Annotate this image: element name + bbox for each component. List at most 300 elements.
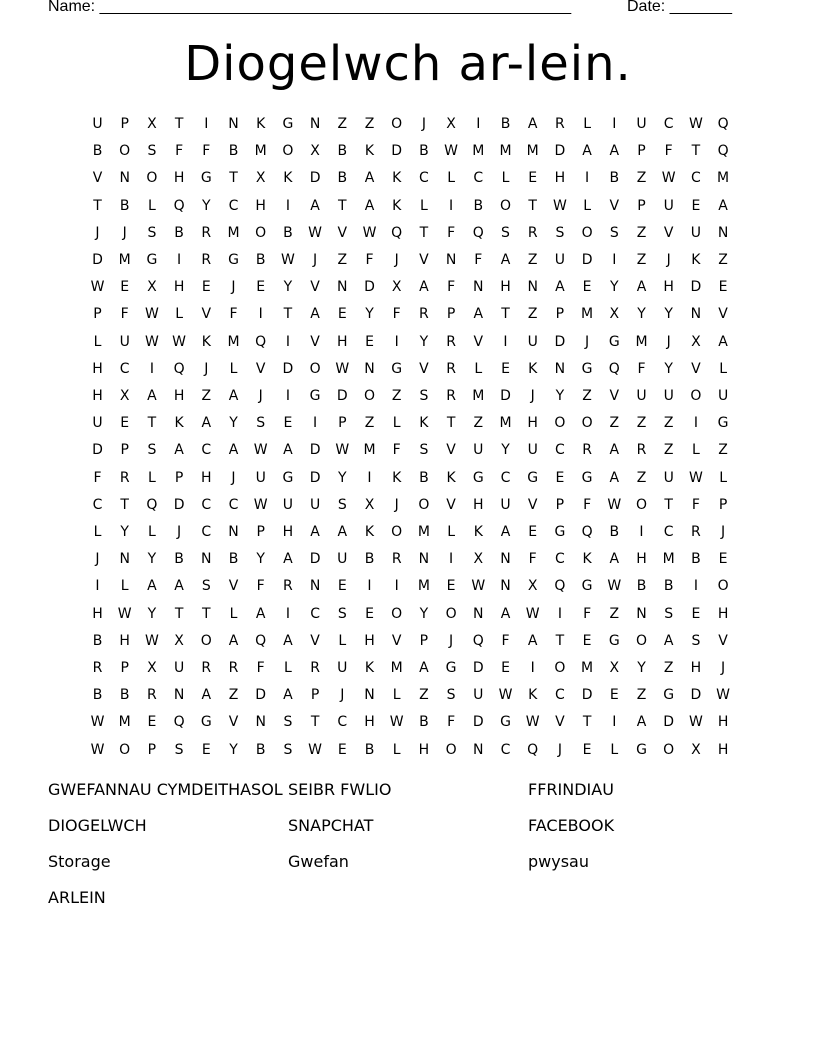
grid-letter: R [391, 551, 402, 568]
grid-letter: F [202, 143, 211, 160]
grid-letter: Y [501, 442, 510, 459]
grid-letter: B [473, 197, 484, 214]
grid-letter: E [691, 605, 701, 622]
grid-letter: K [201, 333, 211, 350]
grid-letter: S [555, 224, 565, 241]
grid-letter: M [472, 143, 485, 160]
grid-letter: G [200, 714, 212, 731]
grid-letter: M [118, 252, 131, 268]
grid-letter: H [92, 605, 103, 622]
grid-letter: F [664, 143, 673, 160]
grid-letter: B [92, 143, 103, 160]
grid-letter: O [255, 224, 267, 241]
grid-letter: B [228, 143, 239, 160]
grid-letter: I [394, 578, 399, 595]
grid-letter: R [119, 469, 130, 486]
grid-letter: Q [173, 197, 185, 214]
grid-letter: Z [718, 442, 728, 459]
grid-letter: O [690, 388, 702, 404]
grid-letter: W [498, 687, 513, 704]
grid-letter: Y [419, 333, 429, 350]
grid-letter: O [445, 741, 457, 758]
grid-letter: S [283, 714, 293, 731]
grid-letter: U [717, 388, 729, 404]
grid-letter: I [204, 116, 209, 132]
grid-letter: A [500, 605, 511, 622]
grid-letter: E [528, 170, 538, 187]
grid-letter: I [449, 551, 454, 568]
grid-letter: W [144, 632, 159, 649]
grid-letter: N [119, 170, 130, 187]
grid-letter: U [636, 388, 647, 404]
grid-letter: N [418, 551, 430, 568]
grid-letter: I [639, 524, 644, 540]
grid-letter: Q [173, 360, 185, 377]
grid-letter: Y [256, 551, 265, 568]
grid-letter: X [310, 143, 320, 160]
grid-letter: V [310, 632, 320, 649]
grid-letter: A [609, 442, 620, 459]
grid-letter: C [92, 496, 103, 513]
grid-letter: D [690, 279, 702, 296]
grid-letter: P [93, 306, 102, 323]
grid-letter: Q [173, 714, 185, 731]
grid-letter: M [254, 143, 267, 160]
grid-letter: R [555, 116, 565, 132]
grid-letter: R [283, 578, 293, 595]
grid-letter: N [690, 306, 702, 323]
grid-letter: Q [146, 496, 158, 513]
grid-letter: C [500, 741, 511, 758]
grid-letter: T [229, 170, 238, 187]
grid-letter: Q [472, 224, 484, 241]
grid-letter: V [419, 360, 429, 377]
grid-letter: Y [202, 197, 211, 214]
grid-letter: A [364, 197, 375, 214]
grid-letter: S [501, 224, 510, 241]
grid-letter: O [499, 197, 512, 214]
grid-letter: L [283, 660, 292, 676]
word-list-item: ARLEIN [48, 888, 106, 907]
grid-letter: J [204, 360, 209, 377]
grid-letter: P [446, 306, 456, 323]
grid-letter: H [717, 741, 729, 758]
grid-letter: N [500, 551, 511, 568]
grid-letter: W [335, 360, 350, 377]
grid-letter: N [228, 524, 239, 540]
grid-letter: G [717, 415, 729, 432]
grid-letter: O [363, 388, 376, 404]
grid-letter: J [340, 687, 345, 704]
grid-letter: E [528, 524, 538, 540]
grid-letter: U [473, 442, 484, 459]
word-list-item: Gwefan [288, 852, 349, 871]
grid-letter: U [663, 469, 674, 486]
grid-letter: N [527, 279, 538, 296]
grid-letter: H [500, 279, 511, 296]
grid-letter: O [635, 496, 648, 513]
grid-letter: L [447, 524, 455, 540]
grid-letter: I [313, 415, 318, 432]
grid-letter: I [95, 578, 100, 595]
grid-letter: O [418, 496, 430, 513]
grid-letter: A [718, 333, 728, 350]
grid-letter: W [90, 279, 105, 296]
grid-letter: O [554, 415, 566, 432]
grid-letter: E [501, 360, 510, 377]
grid-letter: X [174, 632, 184, 649]
grid-letter: U [663, 197, 674, 214]
grid-letter: I [149, 360, 154, 377]
grid-letter: Z [636, 687, 647, 704]
grid-letter: P [338, 415, 347, 432]
grid-letter: B [228, 551, 239, 568]
grid-letter: C [691, 170, 701, 187]
grid-letter: J [666, 333, 671, 350]
grid-letter: E [365, 333, 374, 350]
grid-letter: G [581, 469, 593, 486]
grid-letter: V [555, 714, 565, 731]
grid-letter: N [119, 551, 130, 568]
grid-letter: D [690, 687, 702, 704]
grid-letter: H [173, 170, 185, 187]
grid-letter: C [663, 116, 674, 132]
grid-letter: V [201, 306, 212, 323]
grid-letter: M [499, 415, 512, 432]
grid-letter: R [636, 442, 647, 459]
grid-letter: N [554, 360, 566, 377]
grid-letter: V [473, 333, 484, 350]
grid-letter: J [421, 116, 426, 132]
grid-letter: G [663, 687, 675, 704]
grid-letter: W [688, 116, 703, 132]
grid-letter: J [258, 388, 263, 404]
grid-letter: A [527, 632, 538, 649]
grid-letter: F [365, 252, 374, 268]
grid-letter: B [119, 197, 130, 214]
grid-letter: L [691, 442, 700, 459]
grid-letter: L [338, 632, 347, 649]
grid-letter: T [338, 197, 347, 214]
grid-letter: N [309, 578, 321, 595]
grid-letter: W [525, 714, 540, 731]
grid-letter: O [119, 741, 131, 758]
grid-letter: D [309, 442, 321, 459]
word-list-item: SEIBR FWLIO [288, 780, 392, 799]
grid-letter: O [581, 415, 593, 432]
grid-letter: A [201, 687, 212, 704]
grid-letter: A [228, 442, 239, 459]
grid-letter: J [122, 224, 127, 241]
grid-letter: Y [338, 469, 347, 486]
grid-letter: Z [337, 252, 348, 268]
grid-letter: H [717, 605, 729, 622]
grid-letter: B [691, 551, 701, 568]
grid-letter: A [636, 279, 647, 296]
grid-letter: W [688, 714, 703, 731]
grid-letter: B [419, 714, 429, 731]
grid-letter: E [582, 632, 592, 649]
grid-letter: W [525, 605, 540, 622]
grid-letter: V [337, 224, 348, 241]
grid-letter: C [201, 442, 212, 459]
grid-letter: D [309, 469, 321, 486]
grid-letter: Q [472, 632, 484, 649]
grid-letter: O [391, 116, 403, 132]
grid-letter: R [446, 360, 456, 377]
grid-letter: B [419, 469, 429, 486]
grid-letter: K [691, 252, 701, 268]
grid-letter: G [608, 333, 620, 350]
grid-letter: H [92, 360, 103, 377]
grid-letter: N [309, 116, 321, 132]
grid-letter: Q [554, 578, 566, 595]
grid-letter: D [500, 388, 511, 404]
grid-letter: Y [147, 551, 157, 568]
grid-letter: Q [391, 224, 403, 241]
grid-letter: G [608, 632, 620, 649]
grid-letter: O [445, 605, 457, 622]
grid-letter: Q [527, 741, 539, 758]
grid-letter: F [229, 306, 238, 323]
grid-letter: W [172, 333, 187, 350]
grid-letter: O [146, 170, 158, 187]
grid-letter: V [255, 360, 266, 377]
grid-letter: S [419, 442, 429, 459]
grid-letter: P [637, 143, 646, 160]
grid-letter: I [530, 660, 535, 676]
grid-letter: G [282, 116, 294, 132]
grid-letter: G [309, 388, 321, 404]
grid-letter: Y [637, 660, 646, 676]
grid-letter: G [500, 714, 511, 731]
grid-letter: M [118, 714, 131, 731]
grid-letter: I [557, 605, 562, 622]
grid-letter: E [283, 415, 293, 432]
grid-letter: Z [228, 687, 239, 704]
grid-letter: V [446, 496, 456, 513]
grid-letter: G [445, 660, 457, 676]
grid-letter: B [609, 170, 620, 187]
grid-letter: V [228, 578, 239, 595]
grid-letter: Q [255, 333, 267, 350]
grid-letter: O [635, 632, 648, 649]
grid-letter: T [174, 605, 184, 622]
grid-letter: Z [636, 170, 647, 187]
grid-letter: A [310, 524, 320, 540]
grid-letter: Z [473, 415, 484, 432]
name-field-label: Name: _____________________________________________________ [48, 0, 572, 15]
grid-letter: S [337, 605, 347, 622]
grid-letter: I [285, 197, 290, 214]
grid-letter: Q [581, 524, 593, 540]
grid-letter: E [120, 279, 130, 296]
grid-letter: T [501, 306, 510, 323]
grid-letter: R [228, 660, 239, 676]
grid-letter: U [173, 660, 185, 676]
grid-letter: D [282, 360, 294, 377]
grid-letter: W [362, 224, 377, 241]
grid-letter: F [583, 605, 592, 622]
grid-letter: E [555, 469, 565, 486]
grid-letter: Y [664, 306, 673, 323]
grid-letter: Z [718, 252, 728, 268]
grid-letter: W [90, 741, 105, 758]
grid-letter: Y [229, 741, 238, 758]
grid-letter: D [336, 388, 348, 404]
grid-letter: S [664, 605, 674, 622]
grid-letter: L [93, 524, 102, 540]
grid-letter: H [690, 660, 702, 676]
grid-letter: P [419, 632, 429, 649]
grid-letter: C [228, 197, 239, 214]
grid-letter: W [144, 333, 159, 350]
grid-letter: D [92, 442, 103, 459]
grid-letter: L [719, 469, 727, 486]
grid-letter: L [120, 578, 129, 595]
grid-letter: H [255, 197, 266, 214]
grid-letter: C [555, 687, 565, 704]
grid-letter: B [283, 224, 293, 241]
grid-letter: D [391, 143, 403, 160]
grid-letter: Z [527, 252, 538, 268]
grid-letter: N [500, 578, 511, 595]
grid-letter: S [337, 496, 347, 513]
grid-letter: L [501, 170, 510, 187]
grid-letter: B [337, 170, 348, 187]
grid-letter: D [173, 496, 185, 513]
grid-letter: A [609, 551, 620, 568]
grid-letter: H [119, 632, 130, 649]
grid-letter: M [227, 333, 240, 350]
grid-letter: R [527, 224, 538, 241]
grid-letter: W [661, 170, 676, 187]
grid-letter: L [229, 605, 238, 622]
grid-letter: R [92, 660, 103, 676]
grid-letter: R [201, 252, 212, 268]
grid-letter: D [663, 714, 675, 731]
grid-letter: P [147, 741, 157, 758]
grid-letter: V [609, 388, 620, 404]
grid-letter: K [256, 116, 266, 132]
grid-letter: V [609, 197, 620, 214]
grid-letter: N [228, 116, 239, 132]
grid-letter: B [364, 551, 375, 568]
grid-letter: D [364, 279, 375, 296]
grid-letter: T [120, 496, 129, 513]
grid-letter: J [231, 469, 236, 486]
grid-letter: Y [365, 306, 374, 323]
grid-letter: F [637, 360, 646, 377]
grid-letter: O [200, 632, 212, 649]
grid-letter: T [283, 306, 293, 323]
grid-letter: C [201, 496, 212, 513]
grid-letter: X [691, 741, 701, 758]
grid-letter: H [473, 496, 484, 513]
grid-letter: I [394, 333, 399, 350]
grid-letter: J [231, 279, 236, 296]
grid-letter: F [447, 279, 456, 296]
grid-letter: A [718, 197, 728, 214]
grid-letter: F [447, 714, 456, 731]
grid-letter: Z [391, 388, 402, 404]
word-list-item: SNAPCHAT [288, 816, 374, 835]
grid-letter: B [119, 687, 130, 704]
grid-letter: L [447, 170, 455, 187]
grid-letter: M [499, 143, 512, 160]
grid-letter: Z [636, 224, 647, 241]
grid-letter: C [555, 442, 565, 459]
grid-letter: L [392, 687, 401, 704]
grid-letter: W [253, 442, 268, 459]
word-list-item: GWEFANNAU CYMDEITHASOL [48, 780, 283, 799]
word-list-item: pwysau [528, 852, 589, 871]
grid-letter: G [146, 252, 158, 268]
grid-letter: U [500, 496, 511, 513]
grid-letter: K [283, 170, 293, 187]
word-list-item: FACEBOOK [528, 816, 615, 835]
grid-letter: H [636, 551, 647, 568]
grid-letter: G [581, 578, 593, 595]
grid-letter: V [391, 632, 402, 649]
grid-letter: Y [419, 605, 429, 622]
grid-letter: O [554, 660, 566, 676]
grid-letter: D [255, 687, 267, 704]
grid-letter: V [92, 170, 103, 187]
grid-letter: T [691, 143, 701, 160]
grid-letter: N [473, 279, 484, 296]
grid-letter: A [500, 524, 511, 540]
grid-letter: O [391, 605, 403, 622]
grid-letter: Y [229, 415, 238, 432]
grid-letter: W [552, 197, 567, 214]
grid-letter: P [120, 660, 129, 676]
grid-letter: U [92, 116, 103, 132]
grid-letter: I [285, 333, 290, 350]
grid-letter: A [419, 279, 429, 296]
grid-letter: A [147, 578, 157, 595]
grid-letter: E [337, 741, 347, 758]
grid-letter: M [472, 388, 485, 404]
grid-letter: B [337, 143, 348, 160]
grid-letter: X [527, 578, 538, 595]
grid-letter: N [337, 279, 348, 296]
grid-letter: I [285, 388, 290, 404]
grid-letter: I [612, 714, 617, 731]
grid-letter: K [446, 469, 456, 486]
grid-letter: K [528, 687, 538, 704]
grid-letter: I [693, 415, 698, 432]
grid-letter: G [200, 170, 212, 187]
grid-letter: T [446, 415, 456, 432]
grid-letter: N [473, 741, 484, 758]
grid-letter: V [527, 496, 538, 513]
grid-letter: C [228, 496, 239, 513]
grid-letter: W [716, 687, 731, 704]
grid-letter: U [119, 333, 130, 350]
grid-letter: A [500, 252, 511, 268]
grid-letter: A [201, 415, 212, 432]
word-list-item: FFRINDIAU [528, 780, 614, 799]
grid-letter: W [389, 714, 404, 731]
grid-letter: L [583, 197, 591, 214]
grid-letter: K [364, 660, 375, 676]
grid-letter: C [473, 170, 484, 187]
grid-letter: V [718, 306, 728, 323]
grid-letter: K [528, 360, 538, 377]
grid-letter: H [418, 741, 430, 758]
grid-letter: X [391, 279, 402, 296]
